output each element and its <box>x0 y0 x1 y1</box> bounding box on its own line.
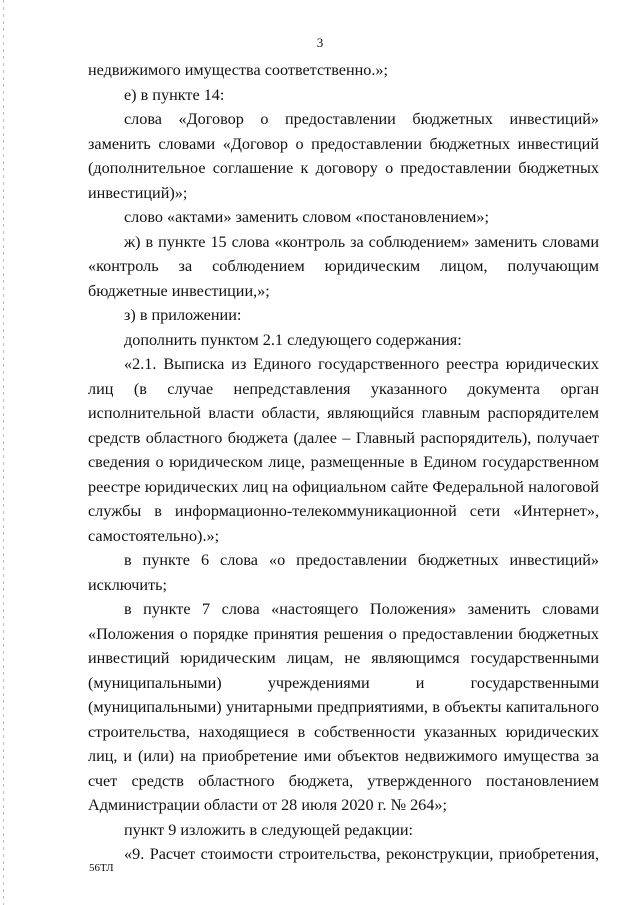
footer-document-code: 56ТЛ <box>89 862 114 874</box>
paragraph-point-7: в пункте 7 слова «настоящего Положения» заменить словами «Положения о порядке принятия решения о предоставлении бюджетных инвестиций юридическим лицам, не являющимся государственными (муниципальными) учреждениями и государственными (муниципальными) унитарными предприятиями, в объекты капитального строительства, находящиеся в собственности указанных юридических лиц, и (или) на приобретение ими объектов недвижимого имущества за счет средств областного бюджета, утвержденного постановлением Администрации области от 28 июля 2020 г. № 264»; <box>88 600 599 814</box>
scan-edge-line <box>3 0 4 905</box>
paragraph-point-6: в пункте 6 слова «о предоставлении бюджетных инвестиций» исключить; <box>88 551 599 594</box>
paragraph-replace-acts: слово «актами» заменить словом «постановлением»; <box>124 208 489 226</box>
paragraph-point-9: пункт 9 изложить в следующей редакции: <box>124 820 414 839</box>
paragraph-item-z: з) в приложении: <box>124 306 242 324</box>
document-body <box>88 58 599 867</box>
paragraph-item-e: е) в пункте 14: <box>124 85 225 104</box>
paragraph-new-point-9: «9. Расчет стоимости строительства, реконструкции, приобретения, <box>124 845 599 863</box>
paragraph-point-2-1: «2.1. Выписка из Единого государственного реестра юридических лиц (в случае непредставления указанного документа орган исполнительной власти области, являющийся главным распорядителем средств областного бюджета (далее – Главный распорядитель), получает сведения о юридическом лице, размещенные в Едином государственном реестре юридических лиц на официальном сайте Федеральной налоговой службы в информационно-телекоммуникационной сети «Интернет», самостоятельно).»; <box>88 355 599 545</box>
paragraph-replace-contract: слова «Договор о предоставлении бюджетных инвестиций» заменить словами «Договор о предоставлении бюджетных инвестиций (дополнительное соглашение к договору о предоставлении бюджетных инвестиций)»; <box>88 110 599 202</box>
paragraph-item-zh: ж) в пункте 15 слова «контроль за соблюдением» заменить словами «контроль за соблюдением юридическим лицом, получающим бюджетные инвестиции,»; <box>88 232 599 300</box>
paragraph-continuation: недвижимого имущества соответственно.»; <box>88 61 388 79</box>
page-number: 3 <box>316 35 324 50</box>
paragraph-add-2-1: дополнить пунктом 2.1 следующего содержания: <box>124 330 462 349</box>
